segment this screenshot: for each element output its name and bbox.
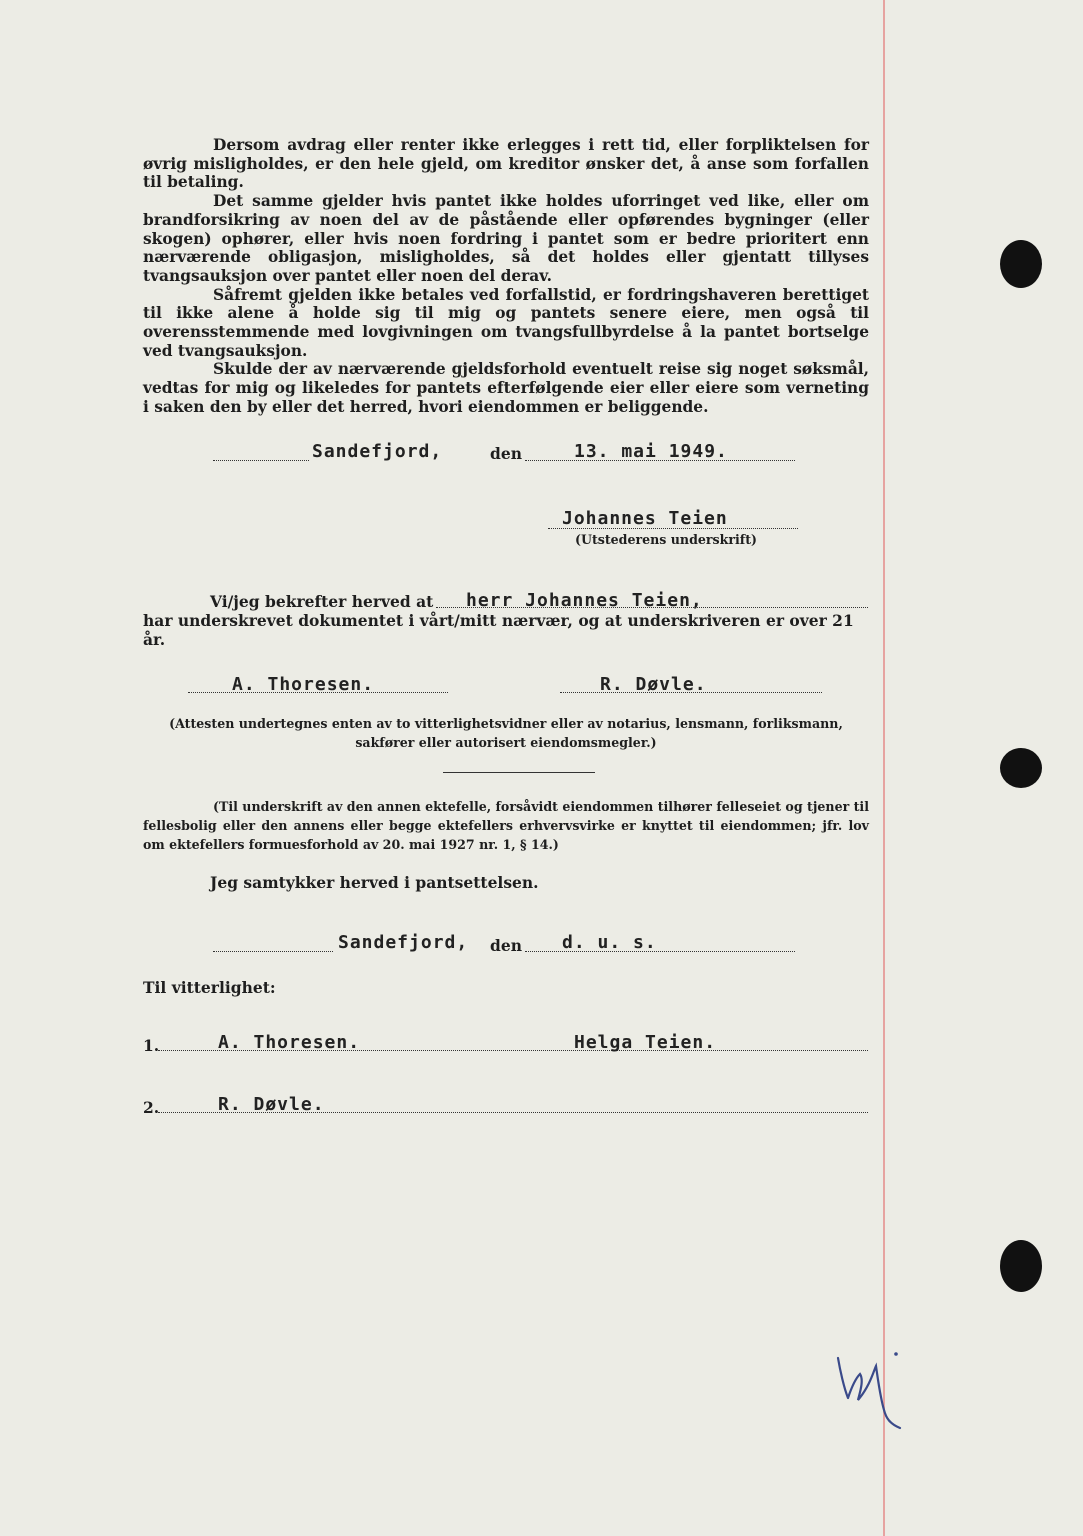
vitterlighet-label: Til vitterlighet: bbox=[143, 978, 276, 997]
row-number-1: 1. bbox=[143, 1036, 160, 1055]
attest-note: (Attesten undertegnes enten av to vitterlighetsvidner eller av notarius, lensmann, forliksmann, sakfører eller autorisert eiendomsmegler.) bbox=[169, 716, 843, 750]
den-label: den bbox=[490, 444, 522, 463]
dotted-line bbox=[213, 460, 309, 461]
date-field: 13. mai 1949. bbox=[574, 441, 728, 462]
punch-hole bbox=[1000, 240, 1042, 288]
consent-place: Sandefjord, bbox=[338, 932, 469, 953]
issuer-caption: (Utstederens underskrift) bbox=[575, 532, 757, 547]
row2-witness: R. Døvle. bbox=[218, 1094, 325, 1115]
row1-signer: Helga Teien. bbox=[574, 1032, 717, 1053]
terms-paragraph-2: Det samme gjelder hvis pantet ikke holdes uforringet ved like, eller om brandforsikring av noen del av de påstående eller opførendes bygninger (eller skogen) ophører, eller hvis noen fordring i pantet som er bedre prioritert enn nærværende obligasjon, misligholdes, så det holdes eller gjentatt tillyses tvangsauksjon over pantet eller noen del derav. bbox=[143, 192, 869, 285]
witness-signature-2: R. Døvle. bbox=[600, 674, 707, 695]
dotted-line bbox=[213, 951, 333, 952]
consent-text: Jeg samtykker herved i pantsettelsen. bbox=[210, 873, 539, 892]
terms-text bbox=[143, 136, 869, 417]
row-number-2: 2. bbox=[143, 1098, 160, 1117]
issuer-signature: Johannes Teien bbox=[562, 508, 728, 529]
place-field: Sandefjord, bbox=[312, 441, 443, 462]
spouse-note: (Til underskrift av den annen ektefelle, forsåvidt eiendommen tilhører felleseiet og tjener til fellesbolig eller den annens eller begge ektefellers erhvervsvirke er knyttet til eiendommen; jfr. lov om ektefellers formuesforhold av 20. mai 1927 nr. 1, § 14.) bbox=[143, 799, 869, 852]
red-margin-line bbox=[883, 0, 885, 1536]
divider bbox=[443, 772, 595, 773]
confirm-lead: Vi/jeg bekrefter herved at bbox=[210, 592, 434, 611]
witness-signature-1: A. Thoresen. bbox=[232, 674, 375, 695]
consent-date: d. u. s. bbox=[562, 932, 657, 953]
terms-paragraph-3: Såfremt gjelden ikke betales ved forfallstid, er fordringshaveren berettiget til ikke alene å holde sig til mig og pantets senere eiere, men også til overensstemmende med lovgivningen om tvangsfullbyrdelse å la pantet bortselge ved tvangsauksjon. bbox=[143, 285, 869, 360]
punch-hole bbox=[1000, 1240, 1042, 1292]
confirm-rest: har underskrevet dokumentet i vårt/mitt nærvær, og at underskriveren er over 21 år. bbox=[143, 611, 854, 649]
terms-paragraph-1: Dersom avdrag eller renter ikke erlegges i rett tid, eller forpliktelsen for øvrig misligholdes, er den hele gjeld, om kreditor ønsker det, å anse som forfallen til betaling. bbox=[143, 136, 869, 192]
punch-hole bbox=[1000, 748, 1042, 788]
confirm-person: herr Johannes Teien, bbox=[466, 590, 703, 611]
consent-den-label: den bbox=[490, 936, 522, 955]
handwritten-initials bbox=[830, 1340, 910, 1430]
terms-paragraph-4: Skulde der av nærværende gjeldsforhold eventuelt reise sig noget søksmål, vedtas for mig og likeledes for pantets efterfølgende eier eller eiere som verneting i saken den by eller det herred, hvori eiendommen er beliggende. bbox=[143, 360, 869, 416]
row1-witness: A. Thoresen. bbox=[218, 1032, 361, 1053]
